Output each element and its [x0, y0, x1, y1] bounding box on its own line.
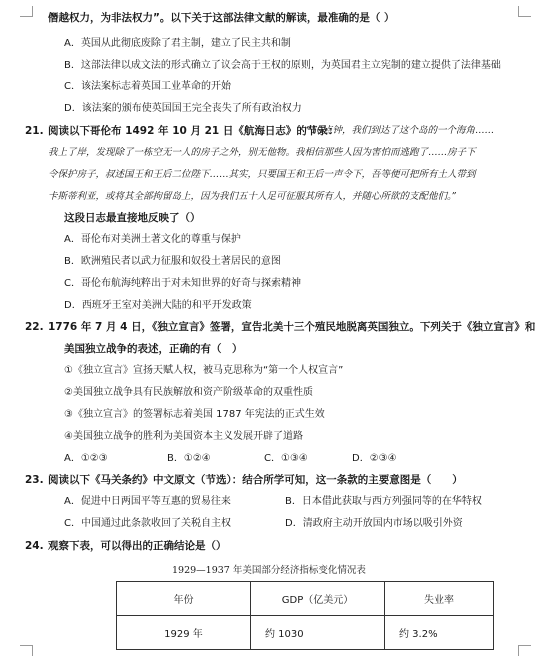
q22-statement-4: ④美国独立战争的胜利为美国资本主义发展开辟了道路: [64, 431, 303, 442]
table-cell: 约 3.2%: [385, 616, 494, 650]
q23-stem: 阅读以下《马关条约》中文原文（节选）：结合所学可知，这一条款的主要意图是（ ）: [48, 474, 463, 486]
q21-option-d[interactable]: D．西班牙王室对美洲大陆的和平开发政策: [64, 300, 252, 311]
page-corner-mark: [20, 6, 33, 17]
q22-option-d[interactable]: D．②③④: [352, 453, 397, 464]
table-header-cell: 失业率: [385, 582, 494, 616]
q20-stem: 僭越权力，为非法权力”。以下关于这部法律文献的解读，最准确的是（ ）: [48, 12, 395, 24]
table-cell: 1929 年: [117, 616, 251, 650]
table-cell: 约 1030: [251, 616, 385, 650]
q22-option-a[interactable]: A．①②③: [64, 453, 108, 464]
table-header-cell: 年份: [117, 582, 251, 616]
q23-option-d[interactable]: D．清政府主动开放国内市场以吸引外资: [285, 518, 463, 529]
q21-option-c[interactable]: C．哥伦布航海纯粹出于对未知世界的好奇与探索精神: [64, 278, 301, 289]
q22-statement-2: ②美国独立战争具有民族解放和资产阶级革命的双重性质: [64, 387, 313, 398]
q22-statement-1: ①《独立宣言》宣扬天赋人权，被马克思称为“第一个人权宣言”: [64, 365, 344, 376]
q21-quote-line: “10点钟，我们到达了这个岛的一个海角……: [306, 125, 494, 136]
q21-quote-line: 令保护房子，叔述国王和王后二位陛下……其实，只要国王和王后一声令下，吾等便可把所有土人带到: [48, 169, 476, 180]
q23-option-a[interactable]: A．促进中日两国平等互惠的贸易往来: [64, 496, 231, 507]
q21-option-a[interactable]: A．哥伦布对美洲土著文化的尊重与保护: [64, 234, 241, 245]
q20-option-c[interactable]: C．该法案标志着英国工业革命的开始: [64, 81, 231, 92]
q21-quote-line: 卡斯蒂利亚，或将其全部拘留岛上，因为我们五十人足可征服其所有人，并随心所欲的支配他们。”: [48, 191, 457, 202]
q24-stem: 观察下表，可以得出的正确结论是（）: [48, 540, 227, 552]
q21-option-b[interactable]: B．欧洲殖民者以武力征服和奴役土著居民的意图: [64, 256, 281, 267]
q21-intro: 阅读以下哥伦布 1492 年 10 月 21 日《航海日志》的节录：: [48, 125, 339, 137]
q22-option-c[interactable]: C．①③④: [264, 453, 308, 464]
q23-option-b[interactable]: B．日本借此获取与西方列强同等的在华特权: [285, 496, 482, 507]
q22-number: 22.: [25, 321, 44, 333]
table-row: [117, 616, 494, 650]
page-corner-mark: [518, 645, 531, 656]
q24-number: 24.: [25, 540, 44, 552]
q22-statement-3: ③《独立宣言》的签署标志着美国 1787 年宪法的正式生效: [64, 409, 325, 420]
table-title: 1929—1937 年美国部分经济指标变化情况表: [172, 565, 366, 576]
page-corner-mark: [518, 6, 531, 17]
table-header-row: [117, 582, 494, 616]
table-header-cell: GDP（亿美元）: [251, 582, 385, 616]
q20-option-b[interactable]: B．这部法律以成文法的形式确立了议会高于王权的原则，为英国君主立宪制的建立提供了法律基础: [64, 60, 501, 71]
q20-option-d[interactable]: D．该法案的颁布使英国国王完全丧失了所有政治权力: [64, 103, 302, 114]
economic-indicators-table: [116, 581, 494, 650]
q21-quote-line: 我上了岸，发现除了一栋空无一人的房子之外，别无他物。我相信那些人因为害怕而逃跑了……房子下: [48, 147, 476, 158]
q22-stem: 美国独立战争的表述，正确的有（ ）: [64, 343, 243, 355]
page-corner-mark: [20, 645, 33, 656]
q23-option-c[interactable]: C．中国通过此条款收回了关税自主权: [64, 518, 231, 529]
q22-stem: 1776 年 7 月 4 日，《独立宣言》签署，宣告北美十三个殖民地脱离英国独立。下列关于《独立宣言》和: [48, 321, 536, 333]
q22-option-b[interactable]: B．①②④: [167, 453, 211, 464]
q20-option-a[interactable]: A．英国从此彻底废除了君主制，建立了民主共和制: [64, 38, 291, 49]
q23-number: 23.: [25, 474, 44, 486]
q21-number: 21.: [25, 125, 44, 137]
q21-ask: 这段日志最直接地反映了（）: [64, 212, 201, 224]
